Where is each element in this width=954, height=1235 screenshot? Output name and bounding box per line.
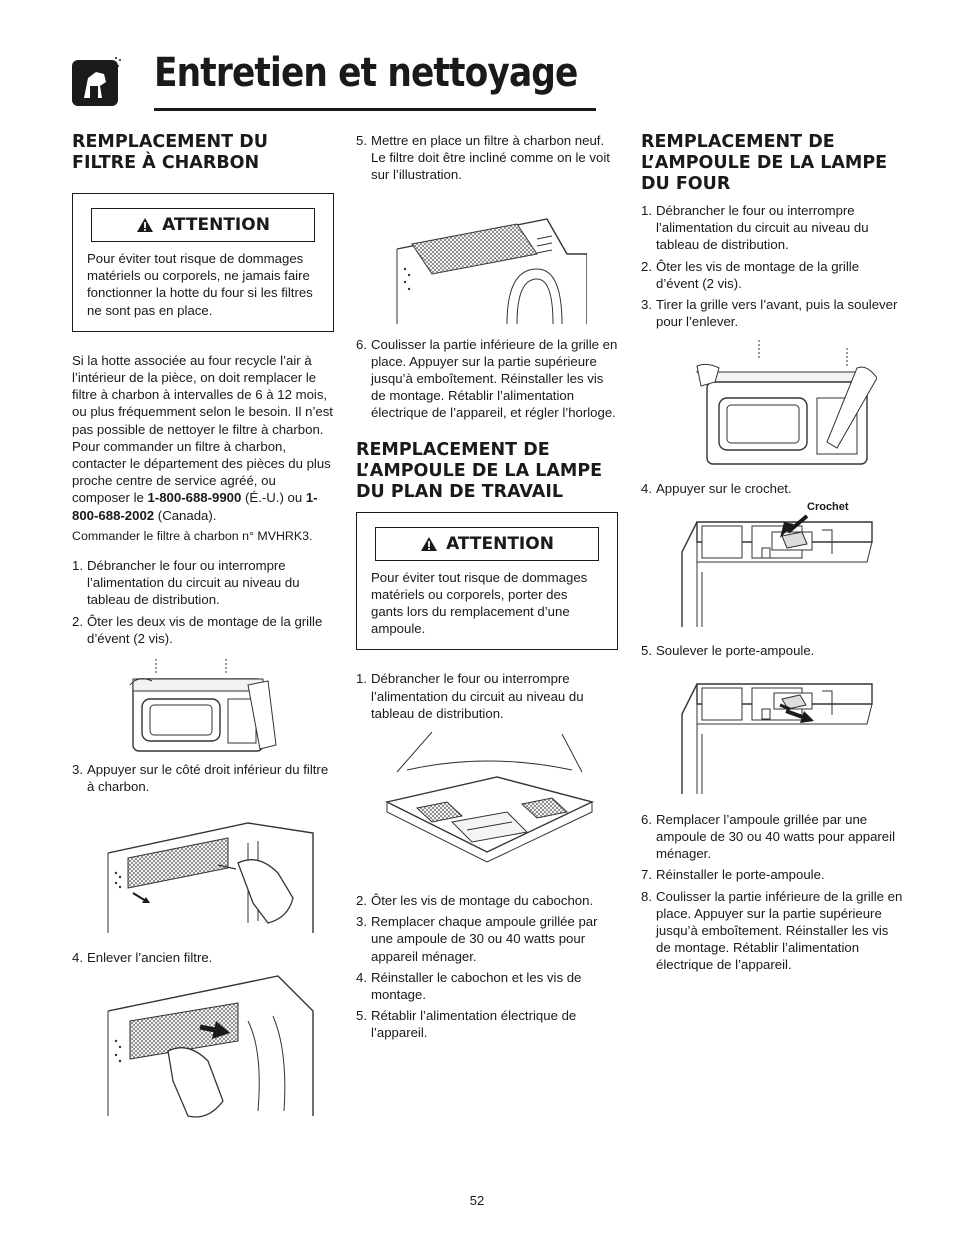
steps-list (641, 480, 903, 497)
attention-text: Pour éviter tout risque de dommages matériels ou corporels, porter des gants lors du remplacement d’une ampoule. (371, 569, 588, 637)
attention-text: Pour éviter tout risque de dommages matériels ou corporels, ne jamais faire fonctionner la hotte du four si les filtres ne sont pas en place. (87, 251, 313, 318)
remove-filter-illustration (88, 971, 318, 1121)
steps-list (356, 132, 618, 184)
step-item: 1. Débrancher le four ou interrompre l’alimentation du circuit au niveau du tableau de distribution. (72, 558, 300, 608)
attention-box (356, 512, 618, 651)
step-item: 4. Enlever l’ancien filtre. (72, 950, 213, 966)
intro-paragraph: Si la hotte associée au four recycle l’air à l’intérieur de la pièce, on doit remplacer le filtre à charbon à intervalles de 6 à 12 mois, ou plus fréquemment selon le besoin. Il n’est pas possible de nettoyer le filtre à charbon. Pour commander un filtre à charbon, contacter le département des pièces du plus proche centre de service agréé, ou composer le 1-800-688-9900 (É.-U.) ou 1-800-688-2002 (Canada). (72, 352, 333, 523)
step-item: 6. Coulisser la partie inférieure de la grille en place. Appuyer sur la partie supérieure jusqu’à emboîtement. Réinstaller les vis de montage. Rétablir l’alimentation électrique de l’appareil, et régler l’horloge. (356, 336, 618, 421)
steps-list (72, 761, 334, 795)
attention-label: ATTENTION (375, 527, 599, 561)
cooktop-light-underside-illustration (377, 732, 597, 882)
lift-lamp-holder-illustration (662, 669, 882, 799)
cleaning-spray-icon (70, 56, 122, 108)
warning-icon (136, 217, 154, 233)
warning-icon (420, 536, 438, 552)
step-item: 2. Ôter les vis de montage du cabochon. (356, 893, 594, 909)
remove-vent-grille-illustration (667, 338, 877, 468)
steps-list (641, 202, 903, 330)
steps-list (72, 557, 334, 647)
attention-box (72, 193, 334, 332)
microwave-vent-grille-illustration (128, 655, 278, 755)
install-new-filter-illustration (387, 194, 587, 324)
steps-list (72, 949, 334, 966)
page-title: Entretien et nettoyage (154, 50, 578, 96)
phone-us: 1-800-688-9900 (147, 490, 242, 506)
section-heading-oven-light: REMPLACEMENT DE L’AMPOULE DE LA LAMPE DU FOUR (641, 132, 888, 194)
step-item: 6. Remplacer l’ampoule grillée par une ampoule de 30 ou 40 watts pour appareil ménager. (641, 811, 896, 862)
page-number: 52 (469, 1193, 485, 1208)
step-item: 8. Coulisser la partie inférieure de la grille en place. Appuyer sur la partie supérieure jusqu’à emboîtement. Réinstaller les vis de montage. Rétablir l’alimentation électrique de l’appareil. (641, 888, 903, 973)
column-charcoal-filter (72, 132, 334, 1121)
step-item: 5. Rétablir l’alimentation électrique de l’appareil. (356, 1008, 577, 1041)
title-underline (154, 108, 596, 111)
lamp-hook-illustration (662, 502, 882, 632)
steps-list (641, 811, 903, 974)
column-cooktop-light (356, 132, 618, 1046)
attention-label: ATTENTION (91, 208, 315, 242)
press-filter-illustration (88, 803, 318, 943)
step-item: 3. Tirer la grille vers l’avant, puis la soulever pour l’enlever. (641, 297, 898, 330)
hook-callout-label: Crochet (807, 501, 849, 513)
step-item: 1. Débrancher le four ou interrompre l’alimentation du circuit au niveau du tableau de distribution. (641, 203, 869, 253)
step-item: 3. Remplacer chaque ampoule grillée par une ampoule de 30 ou 40 watts pour appareil ménager. (356, 914, 598, 964)
step-item: 4. Appuyer sur le crochet. (641, 481, 792, 497)
steps-list (356, 892, 618, 1042)
step-item: 1. Débrancher le four ou interrompre l’alimentation du circuit au niveau du tableau de distribution. (356, 671, 584, 721)
section-heading-charcoal-filter: REMPLACEMENT DU FILTRE À CHARBON (72, 132, 268, 173)
page-header (70, 50, 578, 120)
step-item: 3. Appuyer sur le côté droit inférieur du filtre à charbon. (72, 762, 329, 795)
steps-list (356, 336, 618, 422)
steps-list (641, 642, 903, 659)
section-heading-cooktop-light: REMPLACEMENT DE L’AMPOULE DE LA LAMPE DU PLAN DE TRAVAIL (356, 439, 603, 502)
phone-canada: 1-800-688-2002 (72, 490, 318, 523)
order-note: Commander le filtre à charbon n° MVHRK3. (72, 528, 313, 543)
step-item: 7. Réinstaller le porte-ampoule. (641, 867, 825, 883)
step-item: 2. Ôter les deux vis de montage de la grille d’évent (2 vis). (72, 613, 323, 646)
step-item: 5. Soulever le porte-ampoule. (641, 642, 815, 658)
step-item: 2. Ôter les vis de montage de la grille d’évent (2 vis). (641, 258, 860, 291)
column-oven-light (641, 132, 903, 978)
steps-list (356, 670, 618, 722)
step-item: 4. Réinstaller le cabochon et les vis de montage. (356, 969, 582, 1003)
step-item: 5. Mettre en place un filtre à charbon neuf. Le filtre doit être incliné comme on le voit sur l’illustration. (356, 133, 610, 183)
